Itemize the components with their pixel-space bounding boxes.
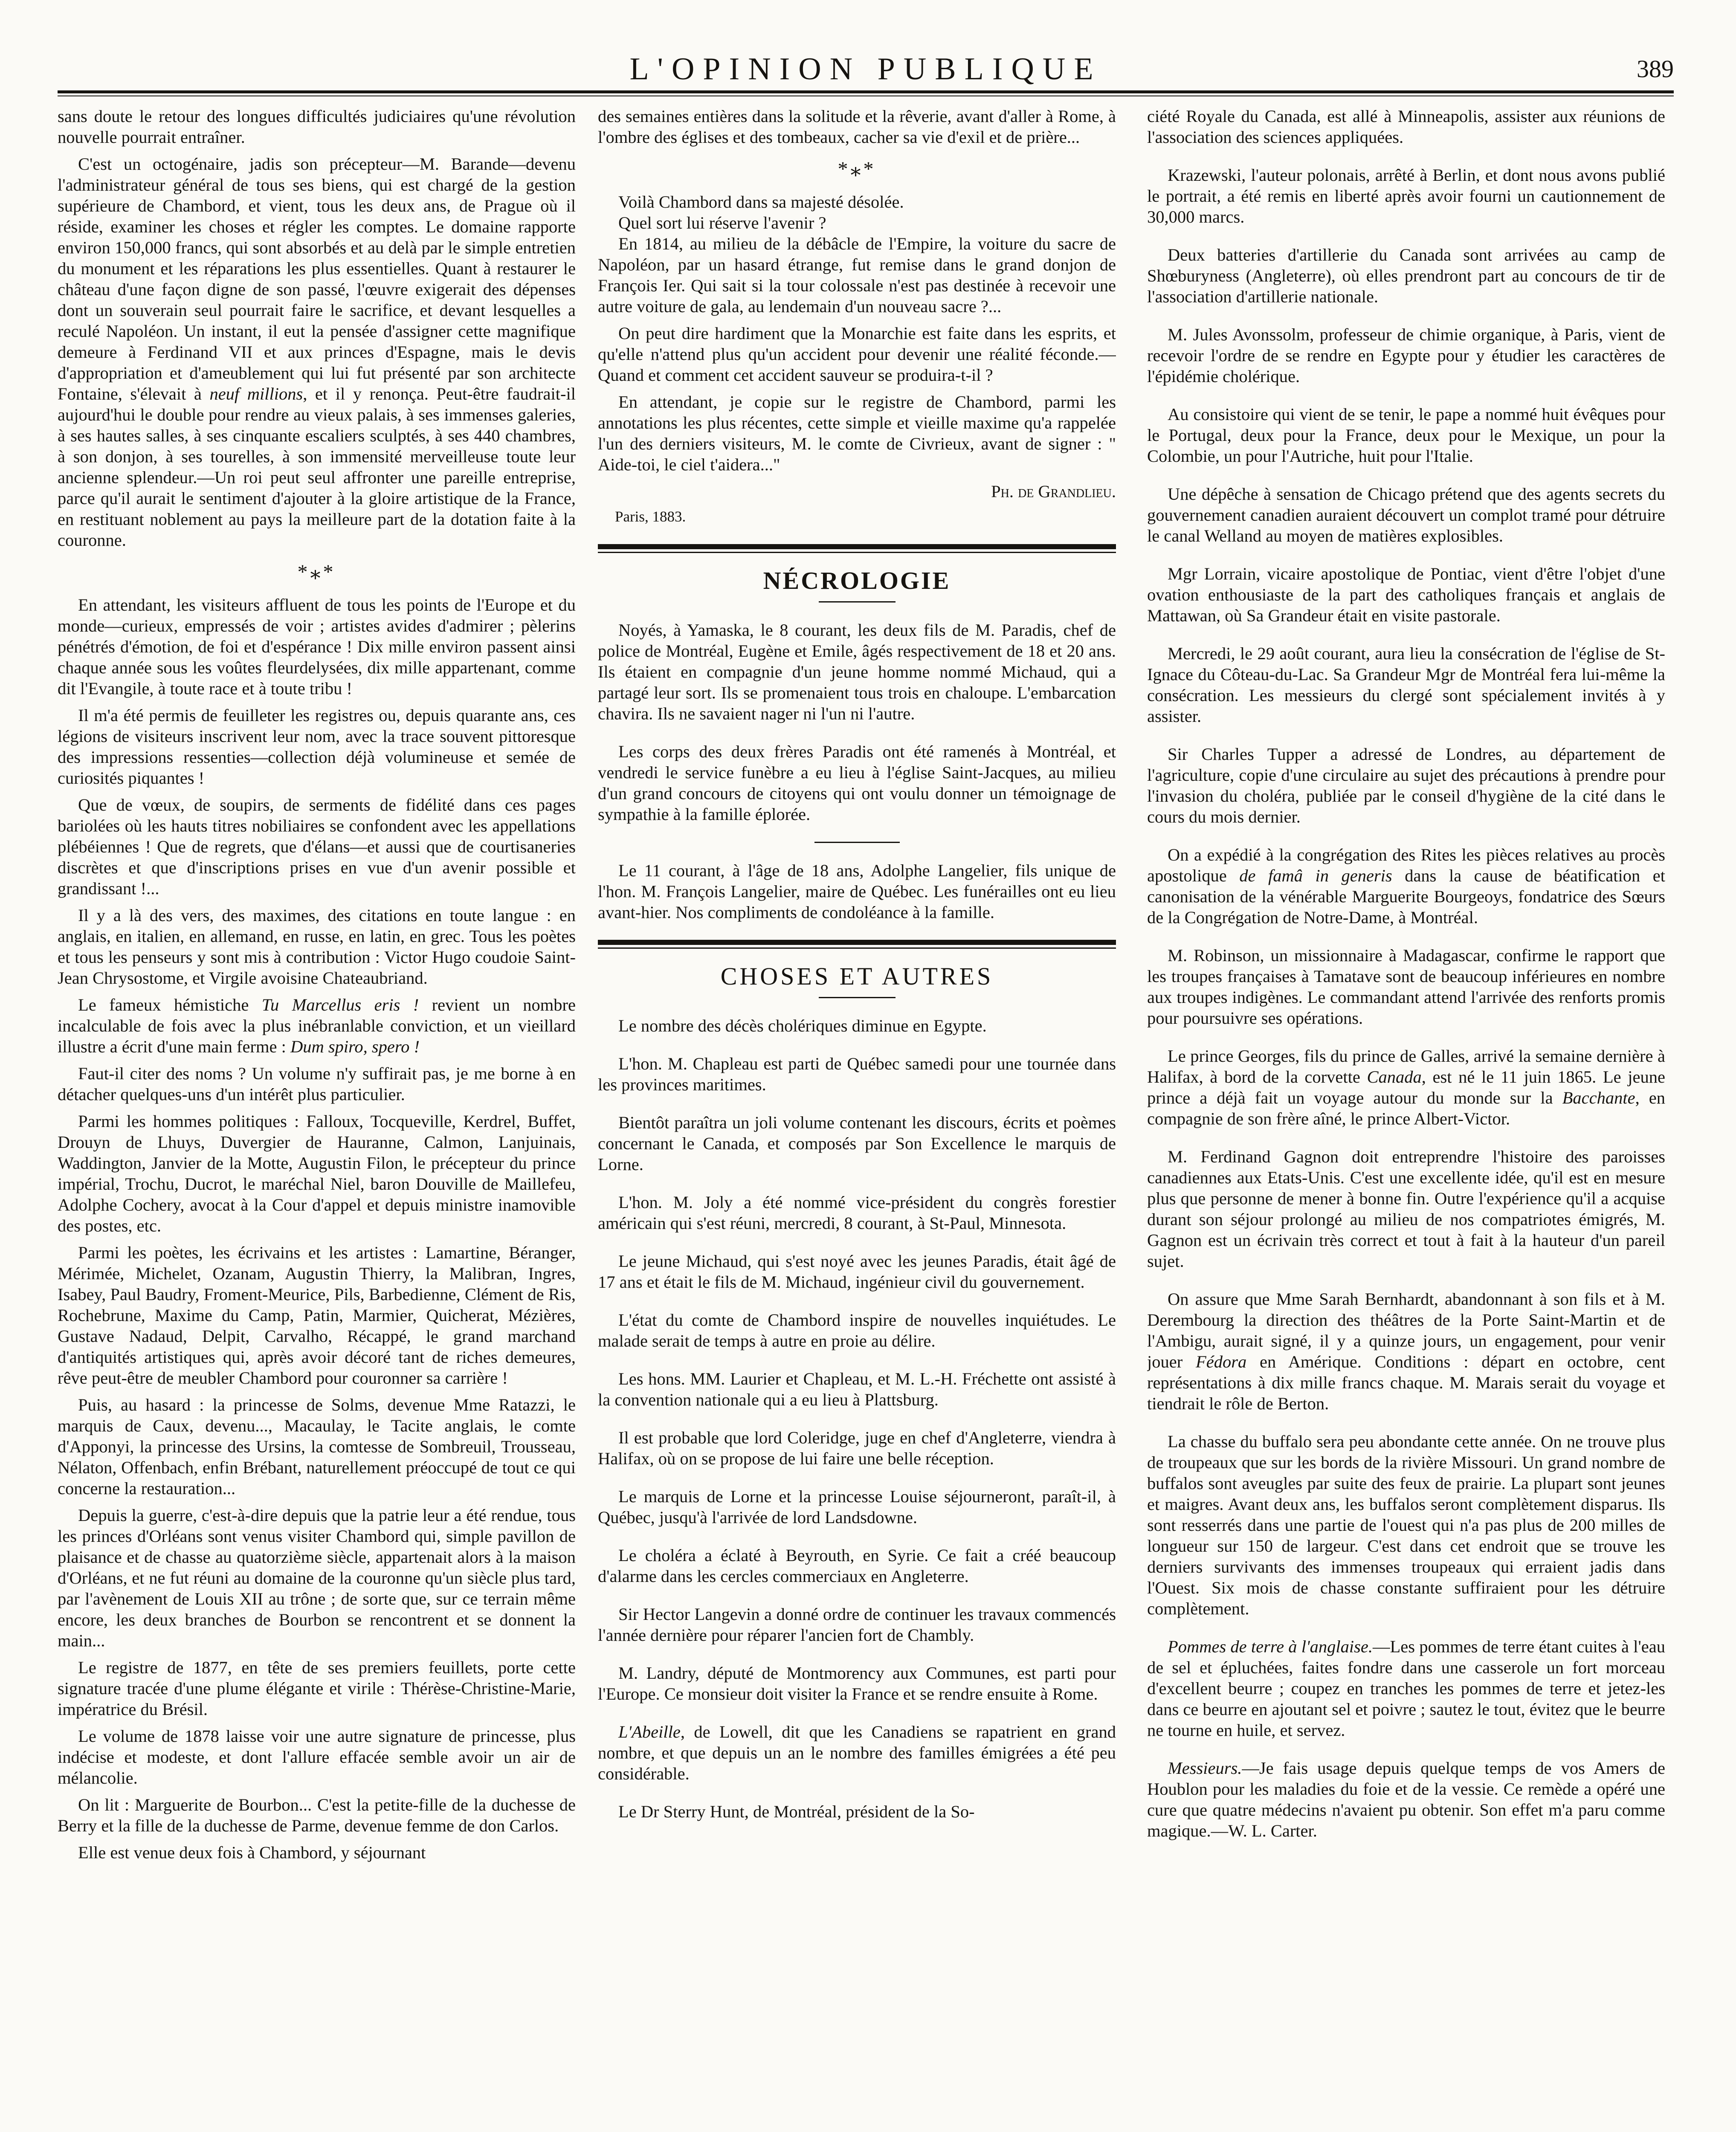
- section-title-choses-et-autres: CHOSES ET AUTRES: [720, 962, 994, 990]
- news-item: L'Abeille, de Lowell, dit que les Canadiens se rapatrient en grand nombre, et que depuis un an le nombre des familles émigrées a été peu considérable.: [598, 1722, 1116, 1783]
- paragraph: Le 11 courant, à l'âge de 18 ans, Adolphe Langelier, fils unique de l'hon. M. François Langelier, maire de Québec. Les funérailles ont eu lieu avant-hier. Nos compliments de condoléance à la famille.: [598, 861, 1116, 922]
- paragraph: Que de vœux, de soupirs, de serments de fidélité dans ces pages bariolées où les hauts titres nobiliaires se confondent avec les appellations plébéiennes ! Que de regrets, que d'élans—et aussi que de courtisaneries discrètes et que d'inscriptions prises en vue d'un avenir possible et grandissant !...: [58, 795, 576, 898]
- paragraph: Parmi les hommes politiques : Falloux, Tocqueville, Kerdrel, Buffet, Drouyn de Lhuys, Duvergier de Hauranne, Calmon, Lanjuinais, Waddington, Janvier de la Motte, Augustin Filon, le précepteur du prince impérial, Trochu, Ducrot, le maréchal Niel, baron Douville de Maillefeu, Adolphe Cochery, avocat à la Cour d'appel et depuis ministre inamovible des postes, etc.: [58, 1112, 576, 1235]
- section-title-necrologie: NÉCROLOGIE: [763, 567, 951, 594]
- paragraph: C'est un octogénaire, jadis son précepteur—M. Barande—devenu l'administrateur général de tous ses biens, qui est chargé de la gestion supérieure de Chambord, et vient, tous les deux ans, de Prague où il réside, examiner les choses et régler les comptes. Le domaine rapporte environ 150,000 francs, qui sont absorbés et au delà par le simple entretien du monument et les réparations les plus essentielles. Quant à restaurer le château d'une façon digne de son passé, l'œuvre exigerait des dépenses dont un souverain seul pourrait faire le sacrifice, et devant lesquelles a reculé Napoléon. Un instant, il eut la pensée d'assigner cette magnifique demeure à Ferdinand VII et aux princes d'Espagne, mais le devis d'appropriation et d'ameublement qui lui fut présenté par son architecte Fontaine, s'élevait à neuf millions, et il y renonça. Peut-être faudrait-il aujourd'hui le double pour rendre au vieux palais, à ses immenses galeries, à ses hautes salles, à ses cinquante escaliers sculptés, à ses 440 chambres, à son donjon, à ses tourelles, à son immensité merveilleuse toute leur ancienne splendeur.—Un roi peut seul affronter une pareille entreprise, parce qu'il aurait le sentiment d'ajouter à la gloire artistique de la France, en restituant noblement au pays la meilleure part de la dotation faite à la couronne.: [58, 154, 576, 550]
- newspaper-title: L'OPINION PUBLIQUE: [629, 52, 1102, 87]
- paragraph: Il y a là des vers, des maximes, des citations en toute langue : en anglais, en italien, en allemand, en russe, en latin, en grec. Tous les poètes et tous les penseurs y sont mis à contribution : Victor Hugo coudoie Saint-Jean Chrysostome, et Virgile avoisine Chateaubriand.: [58, 906, 576, 988]
- column-1: [58, 106, 576, 2132]
- news-item: On assure que Mme Sarah Bernhardt, abandonnant à son fils et à M. Derembourg la direction des théâtres de la Porte Saint-Martin et de l'Ambigu, aurait signé, il y a quinze jours, un engagement, pour venir jouer Fédora en Amérique. Conditions : départ en octobre, cent représentations à dix mille francs chaque. M. Marais serait du voyage et tiendrait le rôle de Berton.: [1147, 1289, 1665, 1413]
- column-2: [598, 106, 1116, 2132]
- paragraph: sans doute le retour des longues difficultés judiciaires qu'une révolution nouvelle pourrait entraîner.: [58, 107, 576, 147]
- paragraph: Depuis la guerre, c'est-à-dire depuis que la patrie leur a été rendue, tous les princes d'Orléans sont venus visiter Chambord qui, simple pavillon de plaisance et de chasse au quatorzième siècle, appartenait alors à la maison d'Orléans, et ne fut réuni au domaine de la couronne qu'un siècle plus tard, par l'avènement de Louis XII au trône ; de sorte que, sur ce terrain même encore, les deux branches de Bourbon se rencontrent et se donnent la main...: [58, 1506, 576, 1650]
- news-item: L'hon. M. Chapleau est parti de Québec samedi pour une tournée dans les provinces maritimes.: [598, 1054, 1116, 1094]
- news-item: L'hon. M. Joly a été nommé vice-président du congrès forestier américain qui s'est réuni, mercredi, 8 courant, à St-Paul, Minnesota.: [598, 1193, 1116, 1233]
- news-item: M. Jules Avonssolm, professeur de chimie organique, à Paris, vient de recevoir l'ordre de se rendre en Egypte pour y étudier les caractères de l'épidémie cholérique.: [1147, 325, 1665, 386]
- paragraph: Le registre de 1877, en tête de ses premiers feuillets, porte cette signature tracée d'une plume élégante et virile : Thérèse-Christine-Marie, impératrice du Brésil.: [58, 1658, 576, 1719]
- dateline: Paris, 1883.: [615, 508, 686, 525]
- paragraph: Parmi les poètes, les écrivains et les artistes : Lamartine, Béranger, Mérimée, Michelet, Ozanam, Augustin Thierry, la Malibran, Ingres, Isabey, Paul Baudry, Froment-Meurice, Pils, Barbedienne, Clément de Ris, Rochebrune, Maxime du Camp, Patin, Marmier, Quicherat, Mézières, Gustave Nadaud, Delpit, Carvalho, Récappé, le grand marchand d'antiquités artistiques qui, après avoir décoré tant de riches demeures, rêve peut-être de meubler Chambord pour couronner sa carrière !: [58, 1243, 576, 1388]
- masthead: [58, 51, 1674, 90]
- section-rule: [598, 940, 1116, 945]
- news-item: ciété Royale du Canada, est allé à Minneapolis, assister aux réunions de l'association des sciences appliquées.: [1147, 107, 1665, 147]
- paragraph: Noyés, à Yamaska, le 8 courant, les deux fils de M. Paradis, chef de police de Montréal, Eugène et Emile, âgés respectivement de 18 et 20 ans. Ils étaient en compagnie d'un jeune homme nommé Michaud, qui a partagé leur sort. Ils se promenaient tous trois en chaloupe. L'embarcation chavira. Ils ne savaient nager ni l'un ni l'autre.: [598, 620, 1116, 723]
- column-3: [1147, 106, 1665, 2132]
- news-item: Il est probable que lord Coleridge, juge en chef d'Angleterre, viendra à Halifax, où on se propose de lui faire une belle réception.: [598, 1428, 1116, 1468]
- paragraph: Le volume de 1878 laisse voir une autre signature de princesse, plus indécise et modeste, et dont l'allure effacée semble avoir un air de mélancolie.: [58, 1726, 576, 1787]
- news-item: Sir Charles Tupper a adressé de Londres, au département de l'agriculture, copie d'une circulaire au sujet des précautions à prendre pour l'invasion du choléra, publiée par le conseil d'hygiène de la cité dans le cours du mois dernier.: [1147, 744, 1665, 826]
- section-rule-thin: [598, 947, 1116, 949]
- news-item: Les hons. MM. Laurier et Chapleau, et M. L.-H. Fréchette ont assisté à la convention nationale qui a eu lieu à Plattsburg.: [598, 1369, 1116, 1409]
- news-item: Le prince Georges, fils du prince de Galles, arrivé la semaine dernière à Halifax, à bord de la corvette Canada, est né le 11 juin 1865. Le jeune prince a déjà fait un voyage autour du monde sur la Bacchante, en compagnie de son frère aîné, le prince Albert-Victor.: [1147, 1046, 1665, 1128]
- paragraph: Il m'a été permis de feuilleter les registres ou, depuis quarante ans, ces légions de visiteurs inscrivent leur nom, avec la trace souvent pittoresque des impressions ressenties—collection déjà volumineuse et semée de curiosités piquantes !: [58, 706, 576, 788]
- section-stars: *⁎*: [838, 158, 876, 180]
- news-item: Krazewski, l'auteur polonais, arrêté à Berlin, et dont nous avons publié le portrait, a été remis en liberté après avoir fourni un cautionnement de 30,000 marcs.: [1147, 165, 1665, 226]
- news-item: Mgr Lorrain, vicaire apostolique de Pontiac, vient d'être l'objet d'une ovation enthousiaste de la part des catholiques français et anglais de Mattawan, où Sa Grandeur était en visite pastorale.: [1147, 564, 1665, 625]
- short-rule: [814, 842, 900, 843]
- news-item: Le choléra a éclaté à Beyrouth, en Syrie. Ce fait a créé beaucoup d'alarme dans les cercles commerciaux en Angleterre.: [598, 1546, 1116, 1586]
- news-item: La chasse du buffalo sera peu abondante cette année. On ne trouve plus de troupeaux que sur les bords de la rivière Missouri. Un grand nombre de buffalos sont aveugles par suite des feux de prairie. La plupart sont jeunes et maigres. Avant deux ans, les buffalos seront complètement disparus. Ils sont resserrés dans une partie de l'ouest qui n'a pas plus de 200 milles de longueur sur 150 de largeur. C'est dans cet endroit que se trouve les derniers survivants des immenses troupeaux qui erraient jadis dans l'Ouest. Six mois de chasse constante suffiraient pour les détruire complètement.: [1147, 1432, 1665, 1618]
- necrologie-body: [598, 620, 1116, 923]
- paragraph: En attendant, je copie sur le registre de Chambord, parmi les annotations les plus récentes, cette simple et vieille maxime qu'a rappelée l'un des derniers visiteurs, M. le comte de Civrieux, avant de signer : " Aide-toi, le ciel t'aidera...": [598, 392, 1116, 474]
- paragraph: Faut-il citer des noms ? Un volume n'y suffirait pas, je me borne à en détacher quelques-uns d'un intérêt plus particulier.: [58, 1064, 576, 1104]
- section-rule-thin: [598, 552, 1116, 553]
- section-rule: [598, 544, 1116, 549]
- author-signature: Ph. de Grandlieu.: [991, 482, 1116, 501]
- paragraph: Puis, au hasard : la princesse de Solms, devenue Mme Ratazzi, le marquis de Caux, devenu..., Macaulay, le Tacite anglais, le comte d'Apponyi, la princesse des Ursins, la comtesse de Sombreuil, Trousseau, Nélaton, Offenbach, enfin Brébant, naturellement préoccupé de tout ce qui concerne la restauration...: [58, 1395, 576, 1498]
- masthead-rule: [58, 90, 1674, 93]
- section-stars: *⁎*: [297, 561, 336, 583]
- news-item: M. Robinson, un missionnaire à Madagascar, confirme le rapport que les troupes françaises à Tamatave sont de beaucoup inférieures en nombre aux troupes indigènes. Le commandant attend l'arrivée des renforts promis pour poursuivre ses opérations.: [1147, 946, 1665, 1028]
- testimonial-item: Messieurs.—Je fais usage depuis quelque temps de vos Amers de Houblon pour les maladies du foie et de la vessie. Ce remède a opéré une cure que quatre médecins n'avaient pu obtenir. Son effet m'a paru comme magique.—W. L. Carter.: [1147, 1758, 1665, 1840]
- news-item: Le marquis de Lorne et la princesse Louise séjourneront, paraît-il, à Québec, jusqu'à l'arrivée de lord Landsdowne.: [598, 1487, 1116, 1527]
- paragraph: On peut dire hardiment que la Monarchie est faite dans les esprits, et qu'elle n'attend plus qu'un accident pour devenir une réalité féconde.—Quand et comment cet accident sauveur se produira-t-il ?: [598, 324, 1116, 385]
- short-rule: [819, 601, 896, 603]
- choses-body: [598, 1015, 1116, 1822]
- paragraph: Voilà Chambord dans sa majesté désolée.: [618, 192, 904, 211]
- paragraph: Les corps des deux frères Paradis ont été ramenés à Montréal, et vendredi le service funèbre a eu lieu à l'église Saint-Jacques, au milieu d'un grand concours de citoyens qui ont voulu donner un témoignage de sympathie à la famille éplorée.: [598, 742, 1116, 824]
- paragraph: On lit : Marguerite de Bourbon... C'est la petite-fille de la duchesse de Berry et la fille de la duchesse de Parme, devenue femme de don Carlos.: [58, 1795, 576, 1835]
- news-item: M. Ferdinand Gagnon doit entreprendre l'histoire des paroisses canadiennes aux Etats-Unis. C'est une excellente idée, qu'il est en mesure plus que personne de mener à bonne fin. Outre l'expérience qu'il a acquise durant son séjour prolongé au milieu de nos compatriotes émigrés, M. Gagnon est un écrivain très correct et tout à fait à la hauteur d'un pareil sujet.: [1147, 1147, 1665, 1271]
- paragraph: Elle est venue deux fois à Chambord, y séjournant: [78, 1843, 426, 1862]
- recipe-item: Pommes de terre à l'anglaise.—Les pommes de terre étant cuites à l'eau de sel et épluchées, faites fondre dans une casserole un fort morceau d'excellent beurre ; coupez en tranches les pommes de terre et jetez-les dans ce beurre en ajoutant sel et poivre ; sautez le tout, évitez que le beurre ne tourne en huile, et servez.: [1147, 1637, 1665, 1740]
- short-rule: [819, 997, 896, 998]
- paragraph: En attendant, les visiteurs affluent de tous les points de l'Europe et du monde—curieux, empressés de voir ; artistes avides d'admirer ; pèlerins pénétrés d'émotion, de foi et d'espérance ! Dix mille environ passent ainsi chaque année sous les voûtes fleurdelysées, dix mille appartenant, comme dit l'Evangile, à toute race et à toute tribu !: [58, 595, 576, 698]
- news-item: Le jeune Michaud, qui s'est noyé avec les jeunes Paradis, était âgé de 17 ans et était le fils de M. Michaud, ingénieur civil du gouvernement.: [598, 1251, 1116, 1292]
- paragraph: Le fameux hémistiche Tu Marcellus eris ! revient un nombre incalculable de fois avec la plus inébranlable conviction, et un vieillard illustre a écrit d'une main ferme : Dum spiro, spero !: [58, 995, 576, 1056]
- paragraph: En 1814, au milieu de la débâcle de l'Empire, la voiture du sacre de Napoléon, par un hasard étrange, fut remise dans le grand donjon de François Ier. Qui sait si la tour colossale n'est pas destinée à recevoir une autre voiture de gala, au lendemain d'un nouveau sacre ?...: [598, 234, 1116, 316]
- news-item: Sir Hector Langevin a donné ordre de continuer les travaux commencés l'année dernière pour réparer l'ancien fort de Chambly.: [598, 1605, 1116, 1645]
- news-item: Bientôt paraîtra un joli volume contenant les discours, écrits et poèmes concernant le Canada, et composés par Son Excellence le marquis de Lorne.: [598, 1113, 1116, 1174]
- news-item: L'état du comte de Chambord inspire de nouvelles inquiétudes. Le malade serait de temps à autre en proie au délire.: [598, 1310, 1116, 1350]
- news-item: M. Landry, député de Montmorency aux Communes, est parti pour l'Europe. Ce monsieur doit visiter la France et se rendre ensuite à Rome.: [598, 1663, 1116, 1703]
- news-item: Mercredi, le 29 août courant, aura lieu la consécration de l'église de St-Ignace du Côteau-du-Lac. Sa Grandeur Mgr de Montréal fera lui-même la consécration. Les messieurs du clergé sont spécialement invités à y assister.: [1147, 644, 1665, 726]
- paragraph: Quel sort lui réserve l'avenir ?: [618, 213, 826, 232]
- news-item: Le nombre des décès cholériques diminue en Egypte.: [618, 1016, 987, 1035]
- news-item: Au consistoire qui vient de se tenir, le pape a nommé huit évêques pour le Portugal, deux pour la France, deux pour le Mexique, un pour la Colombie, un pour l'Autriche, huit pour l'Italie.: [1147, 405, 1665, 466]
- page-number: 389: [1637, 55, 1674, 83]
- news-item: Deux batteries d'artillerie du Canada sont arrivées au camp de Shœburyness (Angleterre), où elles prendront part au concours de tir de l'association d'artillerie nationale.: [1147, 245, 1665, 306]
- paragraph: des semaines entières dans la solitude et la rêverie, avant d'aller à Rome, à l'ombre des églises et des tombeaux, cacher sa vie d'exil et de prière...: [598, 107, 1116, 147]
- news-item: On a expédié à la congrégation des Rites les pièces relatives au procès apostolique de famâ in generis dans la cause de béatification et canonisation de la vénérable Marguerite Bourgeoys, fondatrice des Sœurs de la Congrégation de Notre-Dame, à Montréal.: [1147, 845, 1665, 927]
- news-item: Le Dr Sterry Hunt, de Montréal, président de la So-: [618, 1802, 975, 1821]
- news-item: Une dépêche à sensation de Chicago prétend que des agents secrets du gouvernement canadien auraient découvert un complot tramé pour détruire le canal Welland au moyen de matières explosibles.: [1147, 484, 1665, 545]
